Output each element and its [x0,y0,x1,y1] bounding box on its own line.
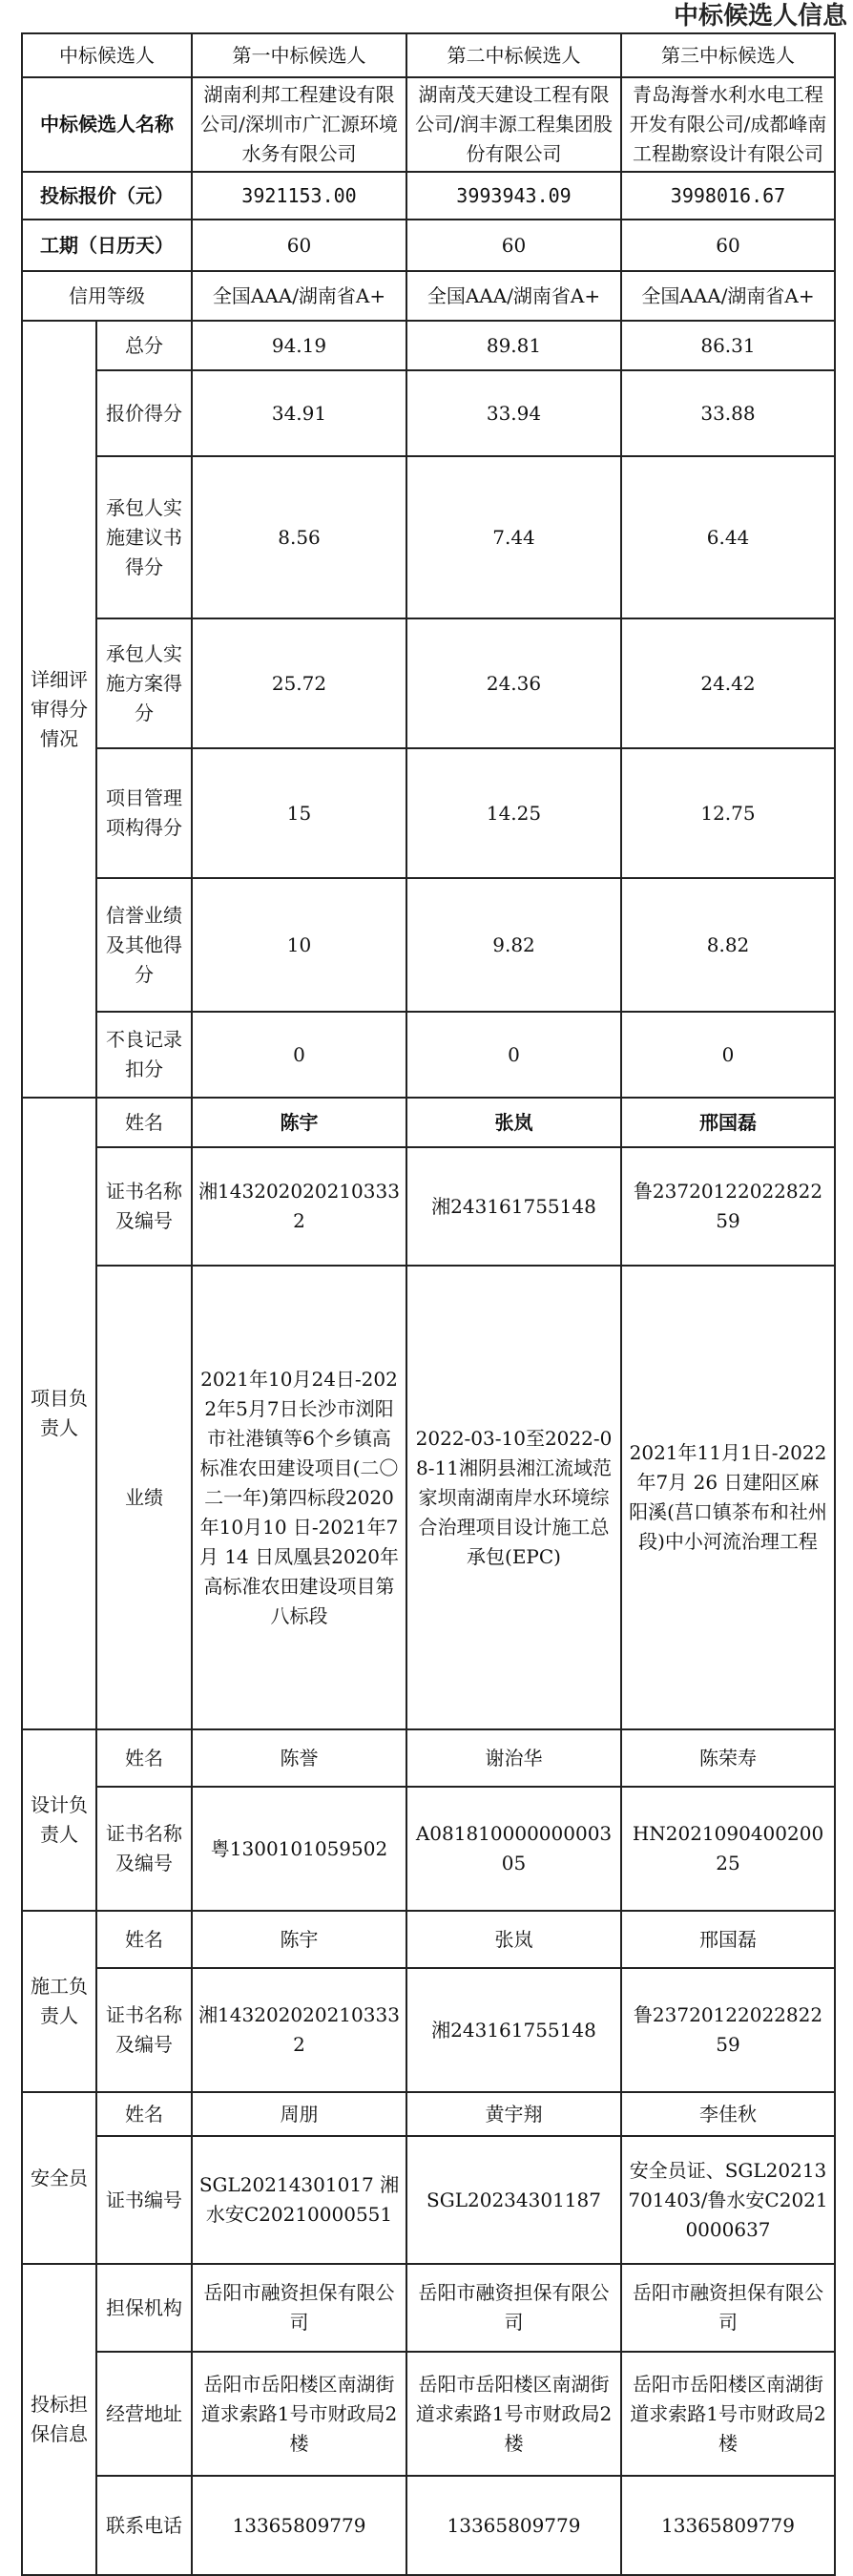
guarantee-phone-row [22,2476,835,2575]
candidate-table [21,32,836,2576]
score-value: 34.91 [192,370,406,456]
safety-name-3: 李佳秋 [621,2092,835,2136]
page-title: 中标候选人信息 [673,2,847,31]
candidate-name-2: 湖南茂天建设工程有限公司/润丰源工程集团股份有限公司 [406,77,621,172]
guarantee-phone-3: 13365809779 [621,2476,835,2575]
header-candidate-1: 第一中标候选人 [192,33,406,77]
header-candidate-2: 第二中标候选人 [406,33,621,77]
guarantee-address-row [22,2352,835,2476]
construction-cert-row [22,1968,835,2092]
guarantee-phone-label: 联系电话 [96,2476,192,2575]
pm-perf-label: 业绩 [96,1266,192,1729]
pm-group-label: 项目负责人 [22,1098,96,1729]
pm-perf-1: 2021年10月24日-2022年5月7日长沙市浏阳市社港镇等6个乡镇高标准农田建设项目(二〇二一年)第四标段2020年10月10 日-2021年7月 14 日凤凰县2020年高标准农田建设项目第八标段 [192,1266,406,1729]
score-value: 0 [621,1012,835,1098]
header-label: 中标候选人 [22,33,192,77]
score-value: 8.82 [621,878,835,1012]
score-row [22,878,835,1012]
score-row [22,370,835,456]
safety-cert-3: 安全员证、SGL20213701403/鲁水安C20210000637 [621,2136,835,2264]
header-candidate-3: 第三中标候选人 [621,33,835,77]
score-value: 0 [192,1012,406,1098]
bid-price-3: 3998016.67 [621,172,835,220]
safety-group-label: 安全员 [22,2092,96,2264]
safety-cert-2: SGL20234301187 [406,2136,621,2264]
score-value: 6.44 [621,456,835,618]
guarantee-institution-3: 岳阳市融资担保有限公司 [621,2264,835,2352]
score-label: 信誉业绩及其他得分 [96,878,192,1012]
safety-name-label: 姓名 [96,2092,192,2136]
construction-name-2: 张岚 [406,1911,621,1968]
score-value: 24.36 [406,618,621,748]
pm-perf-2: 2022-03-10至2022-08-11湘阴县湘江流域范家坝南湖南岸水环境综合治理项目设计施工总承包(EPC) [406,1266,621,1729]
design-name-row [22,1729,835,1787]
score-value: 0 [406,1012,621,1098]
guarantee-address-label: 经营地址 [96,2352,192,2476]
credit-2: 全国AAA/湖南省A+ [406,271,621,321]
safety-cert-1: SGL20214301017 湘水安C20210000551 [192,2136,406,2264]
construction-group-label: 施工负责人 [22,1911,96,2092]
pm-name-2: 张岚 [406,1098,621,1147]
candidate-name-3: 青岛海誉水利水电工程开发有限公司/成都峰南工程勘察设计有限公司 [621,77,835,172]
pm-cert-1: 湘1432020202103332 [192,1147,406,1266]
candidate-name-label: 中标候选人名称 [22,77,192,172]
duration-3: 60 [621,220,835,271]
score-row [22,456,835,618]
safety-name-row [22,2092,835,2136]
pm-name-label: 姓名 [96,1098,192,1147]
header-row [22,33,835,77]
design-cert-2: A08181000000000305 [406,1787,621,1911]
construction-cert-2: 湘243161755148 [406,1968,621,2092]
design-name-label: 姓名 [96,1729,192,1787]
safety-cert-row [22,2136,835,2264]
score-row [22,321,835,370]
guarantee-address-2: 岳阳市岳阳楼区南湖街道求索路1号市财政局2楼 [406,2352,621,2476]
guarantee-address-1: 岳阳市岳阳楼区南湖街道求索路1号市财政局2楼 [192,2352,406,2476]
pm-cert-row [22,1147,835,1266]
score-value: 10 [192,878,406,1012]
guarantee-phone-2: 13365809779 [406,2476,621,2575]
guarantee-address-3: 岳阳市岳阳楼区南湖街道求索路1号市财政局2楼 [621,2352,835,2476]
score-label: 项目管理项构得分 [96,748,192,878]
duration-1: 60 [192,220,406,271]
scoring-group-label: 详细评审得分情况 [22,321,96,1098]
score-row [22,1012,835,1098]
bid-price-2: 3993943.09 [406,172,621,220]
pm-name-1: 陈宇 [192,1098,406,1147]
guarantee-phone-1: 13365809779 [192,2476,406,2575]
design-name-3: 陈荣寿 [621,1729,835,1787]
pm-cert-2: 湘243161755148 [406,1147,621,1266]
construction-cert-1: 湘1432020202103332 [192,1968,406,2092]
score-label: 承包人实施方案得分 [96,618,192,748]
design-cert-1: 粤1300101059502 [192,1787,406,1911]
candidate-name-1: 湖南利邦工程建设有限公司/深圳市广汇源环境水务有限公司 [192,77,406,172]
guarantee-group-label: 投标担保信息 [22,2264,96,2575]
construction-name-1: 陈宇 [192,1911,406,1968]
score-label: 总分 [96,321,192,370]
duration-row [22,220,835,271]
candidate-name-row [22,77,835,172]
pm-name-3: 邢国磊 [621,1098,835,1147]
pm-cert-3: 鲁2372012202282259 [621,1147,835,1266]
score-row [22,618,835,748]
pm-perf-3: 2021年11月1日-2022年7月 26 日建阳区麻阳溪(莒口镇茶布和社州段)中小河流治理工程 [621,1266,835,1729]
score-value: 33.88 [621,370,835,456]
bid-price-1: 3921153.00 [192,172,406,220]
duration-label: 工期（日历天） [22,220,192,271]
guarantee-institution-1: 岳阳市融资担保有限公司 [192,2264,406,2352]
score-value: 8.56 [192,456,406,618]
score-label: 不良记录扣分 [96,1012,192,1098]
construction-name-label: 姓名 [96,1911,192,1968]
design-group-label: 设计负责人 [22,1729,96,1911]
design-cert-label: 证书名称及编号 [96,1787,192,1911]
score-value: 33.94 [406,370,621,456]
design-cert-3: HN202109040020025 [621,1787,835,1911]
construction-cert-3: 鲁2372012202282259 [621,1968,835,2092]
score-value: 24.42 [621,618,835,748]
construction-name-row [22,1911,835,1968]
guarantee-institution-label: 担保机构 [96,2264,192,2352]
design-cert-row [22,1787,835,1911]
score-value: 25.72 [192,618,406,748]
credit-1: 全国AAA/湖南省A+ [192,271,406,321]
score-row [22,748,835,878]
score-value: 15 [192,748,406,878]
construction-cert-label: 证书名称及编号 [96,1968,192,2092]
score-label: 报价得分 [96,370,192,456]
credit-label: 信用等级 [22,271,192,321]
construction-name-3: 邢国磊 [621,1911,835,1968]
guarantee-institution-row [22,2264,835,2352]
score-value: 89.81 [406,321,621,370]
safety-name-2: 黄宇翔 [406,2092,621,2136]
score-value: 94.19 [192,321,406,370]
pm-name-row [22,1098,835,1147]
score-value: 7.44 [406,456,621,618]
score-value: 86.31 [621,321,835,370]
score-label: 承包人实施建议书得分 [96,456,192,618]
credit-row [22,271,835,321]
score-value: 12.75 [621,748,835,878]
design-name-2: 谢治华 [406,1729,621,1787]
bid-price-row [22,172,835,220]
score-value: 14.25 [406,748,621,878]
bid-price-label: 投标报价（元） [22,172,192,220]
pm-perf-row [22,1266,835,1729]
design-name-1: 陈誉 [192,1729,406,1787]
score-value: 9.82 [406,878,621,1012]
guarantee-institution-2: 岳阳市融资担保有限公司 [406,2264,621,2352]
safety-name-1: 周朋 [192,2092,406,2136]
credit-3: 全国AAA/湖南省A+ [621,271,835,321]
pm-cert-label: 证书名称及编号 [96,1147,192,1266]
duration-2: 60 [406,220,621,271]
safety-cert-label: 证书编号 [96,2136,192,2264]
